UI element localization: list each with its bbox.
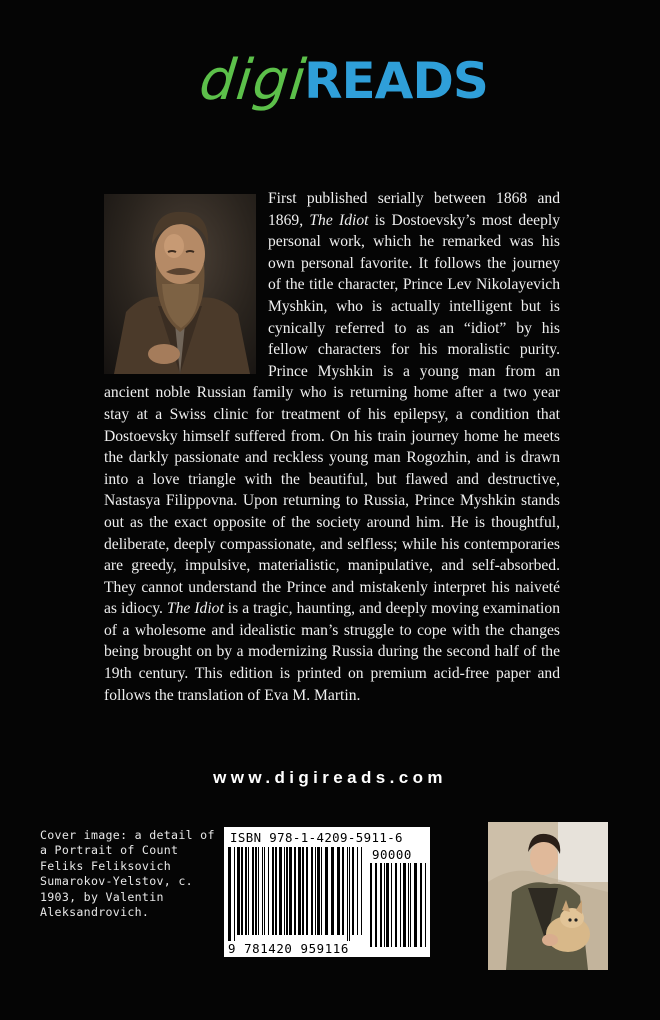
barcode-bar [279,847,282,935]
barcode-bar [361,847,362,935]
barcode-bar [275,847,277,935]
barcode-bar [234,847,235,943]
barcode-bar [284,847,285,935]
description-body: is Dostoevsky’s most deeply personal work, which he remarked was his own personal favorite. It follows the journey of the title character, Prince Lev Nikolayevich Myshkin, who is actually intelligent but is cynically referred to as an “idiot” by his fellow characters for his moralistic purity. Prince Myshkin is a young man from an ancient noble Russian family who is returning home after a two year stay at a Swiss clinic for treatment of his epilepsy, a condition that Dostoevsky himself suffered from. On his train journey home he meets the darkly passionate and reckless young man Rogozhin, and is drawn into a love triangle with the beautiful, but flawed and destructive, Nastasya Filippovna. Upon returning to Russia, Prince Myshkin stands out as the exact opposite of the society around him. He is thoughtful, deliberate, deeply compassionate, and selfless; while his contemporaries are greedy, impulsive, materialistic, manipulative, and self-absorbed. They cannot understand the Prince and mistakenly interpret his naiveté as idiocy. [104,211,560,618]
logo-digi-text: digi [196,48,310,113]
cover-painting-image [488,822,608,970]
barcode-bar [414,863,417,947]
logo-reads-text: READS [304,52,488,110]
barcode-bar [420,863,422,947]
publisher-website: www.digireads.com [213,768,447,787]
isbn-label: ISBN 978-1-4209-5911-6 [230,830,403,845]
description-conclusion: is a tragic, haunting, and deeply moving examination of a wholesome and idealistic man’s struggle to cope with the changes being brought on by a modernizing Russia during the second half of the 19th century. This edition is printed on premium acid-free paper and follows the translation of Eva M. Martin. [104,600,560,704]
barcode-bar [337,847,340,935]
barcode-bar [386,863,389,947]
barcode-bar [400,863,401,947]
barcode-bar [255,847,257,935]
barcode-bar [317,847,320,935]
barcode-bar [248,847,249,935]
barcode-bar [349,847,350,943]
barcode-bar [357,847,358,935]
portrait-text-wrap-spacer [104,188,268,374]
barcode-bar [289,847,292,935]
barcode-bar [245,847,247,935]
book-description [104,188,560,758]
barcode-bar [302,847,304,935]
ean-digits: 9 781420 959116 [228,941,349,956]
description-intro: First published serially between 1868 and 1869, [268,190,560,229]
barcode-bar [298,847,301,935]
cover-painting-illustration [488,822,608,970]
barcode-bar [264,847,265,935]
barcode-bar [380,863,382,947]
barcode-bar [258,847,259,935]
barcode-bar [395,863,397,947]
price-code: 90000 [372,847,412,862]
barcode-bar [268,847,269,935]
barcode-bar [252,847,254,935]
barcode-bar [315,847,316,935]
barcode-bar [352,847,354,935]
barcode-bar [241,847,243,935]
barcode-bar [286,847,288,935]
barcode-bar [262,847,263,935]
barcode-bar [391,863,392,947]
barcode-bar [410,863,411,947]
barcode-bar [375,863,377,947]
barcode-bar [347,847,348,943]
isbn-barcode [224,827,430,957]
book-title-italic: The Idiot [309,211,369,229]
barcode-bar [325,847,328,935]
barcode-bar [370,863,372,947]
barcode-bar [228,847,231,943]
barcode-bar [321,847,322,935]
ean-barcode-bars [228,847,362,943]
barcode-bar [294,847,296,935]
publisher-logo [196,44,488,124]
barcode-bar [331,847,334,935]
book-title-italic: The Idiot [166,600,224,618]
cover-image-credit: Cover image: a detail of a Portrait of Count Feliks Feliksovich Sumarokov-Yelstov, c. 1903, by Valentin Aleksandrovich. [40,828,215,920]
barcode-bar [272,847,274,935]
barcode-bar [384,863,385,947]
addon-barcode-bars [370,863,426,955]
barcode-bar [425,863,426,947]
barcode-bar [237,847,240,935]
barcode-bar [403,863,406,947]
barcode-bar [306,847,308,935]
barcode-bar [311,847,313,935]
barcode-bar [408,863,409,947]
barcode-bar [342,847,344,935]
